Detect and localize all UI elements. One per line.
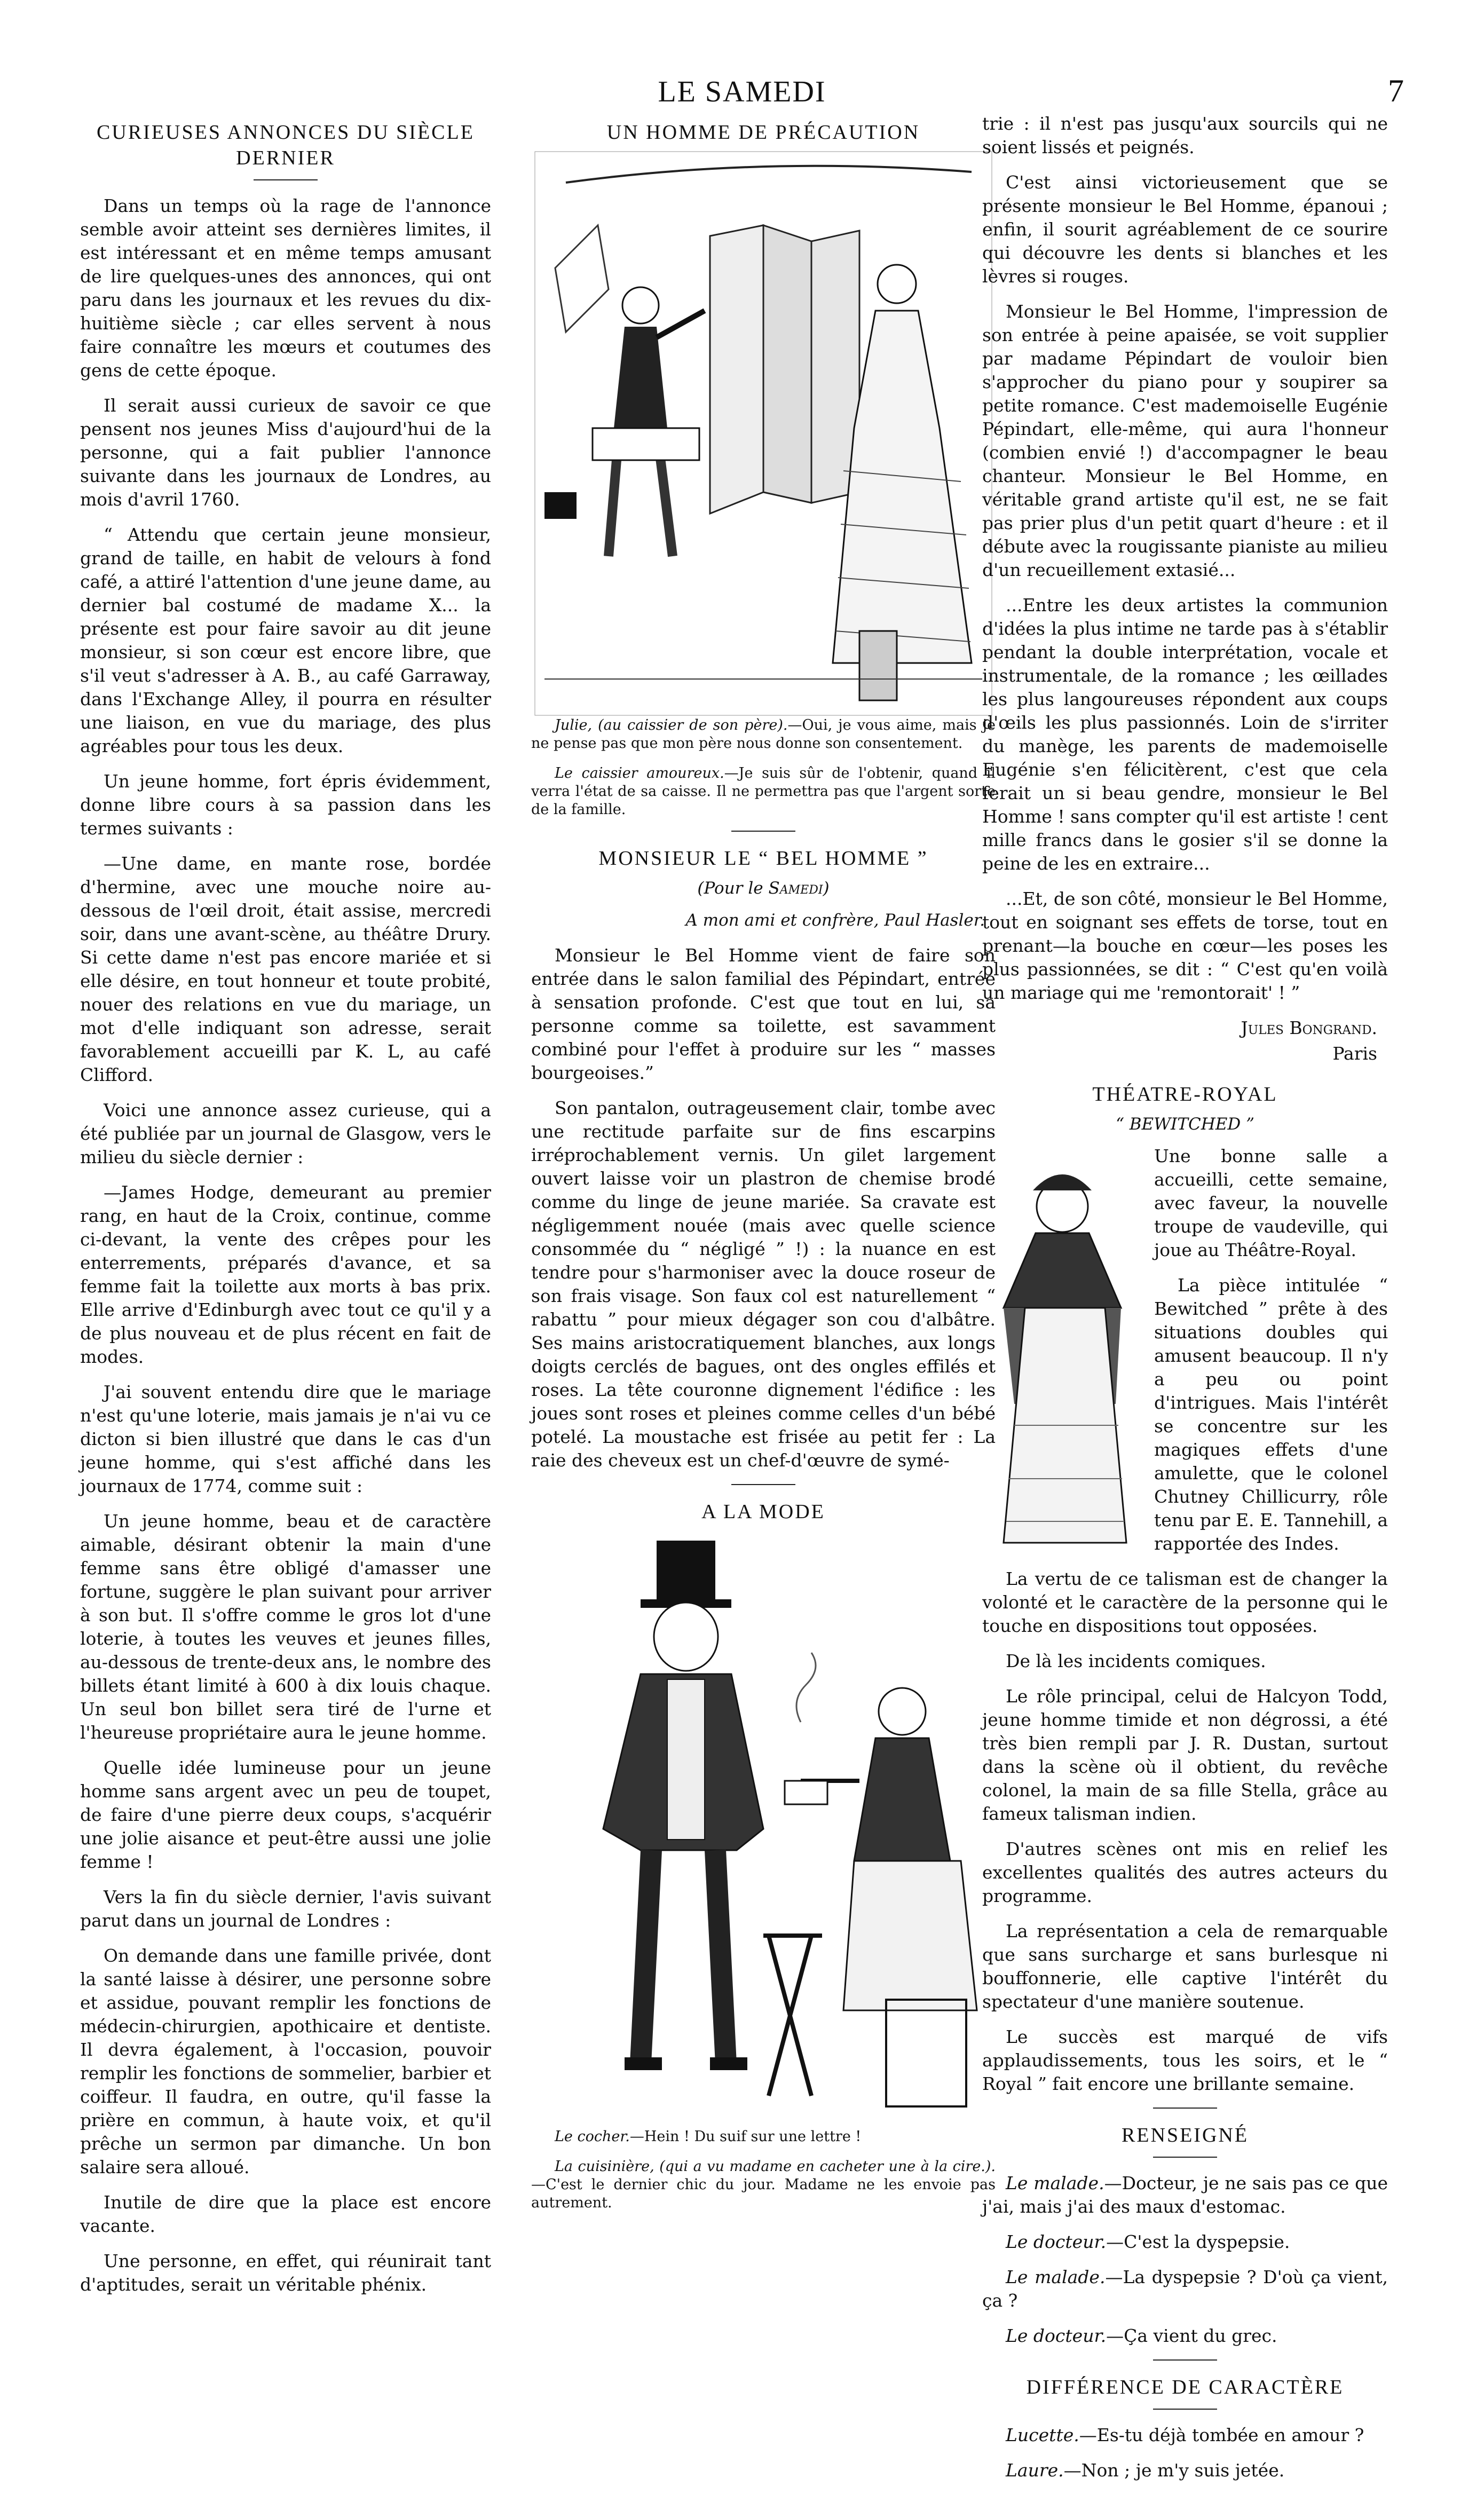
column-2 — [531, 112, 996, 2224]
section-rule — [731, 831, 795, 832]
article-dedication: A mon ami et confrère, Paul Hasler. — [685, 911, 985, 930]
article-heading-bel-homme: MONSIEUR LE “ BEL HOMME ” — [598, 847, 928, 870]
article-paragraph: “ Attendu que certain jeune monsieur, grand de taille, en habit de velours à fond café, a attiré l'attention d'une jeune dame, au dernier bal costumé de madame X... la présente est pour faire savoir au dit jeune monsieur, si son cœur est encore libre, que s'il veut s'adresser à A. B., au café Garraway, dans l'Exchange Alley, il pourra en résulter une liaison, en vue du mariage, des plus agréables pour tous les deux. — [80, 524, 491, 756]
dialog-line — [982, 2172, 1388, 2219]
subtitle-name: Samedi — [768, 879, 823, 898]
cartoon-heading-a-la-mode: A LA MODE — [701, 1501, 825, 1523]
heading-rule — [254, 179, 318, 180]
dialog-speaker: Le malade. — [1006, 2267, 1106, 2287]
cartoon-precaution-caption-reply — [531, 764, 996, 819]
dialog-speaker: Le docteur. — [1006, 2325, 1107, 2346]
dialog-text: —Es-tu déjà tombée en amour ? — [1079, 2425, 1364, 2445]
newspaper-title: LE SAMEDI — [658, 75, 826, 108]
article-paragraph: —James Hodge, demeurant au premier rang, en haut de la Croix, continue, comme ci-devant, la vente des crêpes pour les enterrements, préparés d'avance, et sa femme fait la toilette aux morts à bas prix. Elle arrive d'Edinburgh avec tout ce qu'il y a de plus nouveau et de plus récent en fait de modes. — [80, 1182, 491, 1367]
article-heading-theatre: THÉATRE-ROYAL — [1092, 1083, 1278, 1106]
cartoon-a-la-mode-caption-reply — [531, 2158, 996, 2212]
dialog-text: —La dyspepsie ? D'où ça vient, ça ? — [982, 2267, 1388, 2311]
actress-illustration — [982, 1148, 1142, 1553]
page-number: 7 — [1388, 73, 1404, 108]
caption-speaker: Julie, (au caissier de son père). — [555, 717, 788, 733]
caption-line: —C'est le dernier chic du jour. Madame ne les envoie pas autrement. — [531, 2176, 996, 2211]
article-paragraph: Une personne, en effet, qui réunirait tant d'aptitudes, serait un véritable phénix. — [80, 2251, 491, 2295]
article-subtitle — [531, 877, 996, 900]
caption-line: —Je suis sûr de l'obtenir, quand il verra l'état de sa caisse. Il ne permettra pas que l'argent sorte de la famille. — [531, 765, 996, 818]
article-heading-annonces: CURIEUSES ANNONCES DU SIÈCLE DERNIER — [97, 121, 475, 169]
column-1 — [80, 112, 491, 2308]
article-paragraph: —Une dame, en mante rose, bordée d'hermine, avec une mouche noire au-dessous de l'œil droit, était assise, mercredi soir, dans une avant-scène, au théâtre Drury. Si cette dame n'est pas encore mariée et si elle désire, en tout honneur et toute probité, nouer des relations en vue du mariage, un mot d'elle indiquant son adresse, serait favorablement accueilli par K. L, au café Clifford. — [80, 853, 491, 1085]
dialog-speaker: Le malade. — [1006, 2173, 1104, 2193]
article-paragraph: J'ai souvent entendu dire que le mariage n'est qu'une loterie, mais jamais je n'ai vu ce dicton si bien illustré que dans le cas d'un jeune homme, qui s'est affiché dans les journaux de 1774, comme suit : — [80, 1382, 491, 1496]
dialog-text: —Non ; je m'y suis jetée. — [1063, 2460, 1285, 2481]
cartoon-a-la-mode-caption — [531, 2128, 996, 2146]
cartoon-a-la-mode-illustration — [534, 1530, 993, 2128]
dialog-speaker: Le docteur. — [1006, 2231, 1107, 2252]
cartoon-precaution-caption — [531, 716, 996, 753]
heading-rule — [1153, 2409, 1217, 2410]
article-signature: Jules Bongrand. — [1241, 1017, 1377, 1038]
article-paragraph: Quelle idée lumineuse pour un jeune homme sans argent avec un peu de toupet, de faire d'une pierre deux coups, s'acquérir une jolie aisance et peut-être aussi une jolie femme ! — [80, 1757, 491, 1872]
caption-line: —Oui, je vous aime, mais je ne pense pas que mon père nous donne son consentement. — [531, 717, 996, 752]
cartoon-heading-precaution: UN HOMME DE PRÉCAUTION — [606, 121, 920, 144]
caption-speaker: Le cocher. — [555, 2128, 630, 2145]
caption-speaker: La cuisinière, (qui a vu madame en cacheter une à la cire.). — [555, 2158, 996, 2175]
caption-speaker: Le caissier amoureux. — [555, 765, 724, 782]
section-rule — [1153, 2359, 1217, 2361]
article-paragraph: Son pantalon, outrageusement clair, tombe avec une rectitude parfaite sur de fins escarpins irréprochablement vernis. Un gilet largement ouvert laisse voir un plastron de chemise brodé comme du linge de jeune mariée. Sa cravate est négligemment nouée (mais avec quelle science consommée du “ négligé ” !) : la nuance en est tendre pour s'harmoniser avec la douce roseur de son frais visage. Son faux col est naturellement “ rabattu ” pour mieux dégager son cou d'albâtre. Ses mains aristocratiquement blanches, aux longs doigts cerclés de bagues, ont des ongles effilés et roses. La tête couronne dignement l'édifice : les joues sont roses et pleines comme celles d'un bébé potelé. La moustache est frisée au petit fer : La raie des cheveux est un chef-d'œuvre de symé- — [531, 1098, 996, 1471]
dialog-line — [982, 2230, 1388, 2254]
subtitle-prefix: (Pour le — [697, 879, 769, 898]
article-paragraph: Monsieur le Bel Homme vient de faire son entrée dans le salon familial des Pépindart, entrée à sensation profonde. C'est que tout en lui, sa personne comme sa toilette, est savamment combiné pour l'effet à produire sur les “ masses bourgeoises.” — [531, 945, 996, 1083]
dialog-speaker: Laure. — [1006, 2460, 1064, 2481]
dialog-line — [982, 2424, 1388, 2447]
article-paragraph: Le rôle principal, celui de Halcyon Todd, jeune homme timide et non dégrossi, a été très bien rempli par J. R. Dustan, surtout dans la scène où il obtient, du revêche colonel, la main de sa fille Stella, grâce au fameux talisman indien. — [982, 1686, 1388, 1824]
dialog-line — [982, 2266, 1388, 2313]
column-3 — [982, 112, 1388, 2494]
dialog-line — [982, 2324, 1388, 2348]
cartoon-precaution-illustration — [534, 151, 993, 716]
article-paragraph: Monsieur le Bel Homme, l'impression de son entrée à peine apaisée, se voit supplier par madame Pépindart de vouloir bien s'approcher du piano pour y soupirer sa petite romance. C'est mademoiselle Eugénie Pépindart, elle-même, qui aura l'honneur (combien envié !) d'accompagner le beau chanteur. Monsieur le Bel Homme, en véritable grand artiste qu'il est, ne se fait pas prier plus d'un petit quart d'heure : et il débute avec la rougissante pianiste au milieu d'un recueillement extasié... — [982, 301, 1388, 580]
article-paragraph: Un jeune homme, beau et de caractère aimable, désirant obtenir la main d'une femme sans être obligé d'amasser une fortune, suggère le plan suivant pour arriver à son but. Il s'offre comme le gros lot d'une loterie, à toutes les veuves et jeunes filles, au-dessous de trente-deux ans, le nombre des billets étant limité à 600 à dix louis chaque. Un seul bon billet sera tiré de l'urne et l'heureuse propriétaire aura le jeune homme. — [80, 1511, 491, 1743]
article-paragraph: De là les incidents comiques. — [1006, 1651, 1266, 1671]
caption-line: —Hein ! Du suif sur une lettre ! — [629, 2128, 862, 2145]
article-paragraph: Dans un temps où la rage de l'annonce semble avoir atteint ses dernières limites, il est intéressant et en même temps amusant de lire quelques-unes des annonces, qui ont paru dans les journaux et les revues du dix-huitième siècle ; car elles servent à nous faire connaître les mœurs et coutumes des gens de cette époque. — [80, 195, 491, 381]
heading-rule — [1153, 2157, 1217, 2158]
article-paragraph: D'autres scènes ont mis en relief les excellentes qualités des autres acteurs du programme. — [982, 1838, 1388, 1906]
article-paragraph: ...Entre les deux artistes la communion d'idées la plus intime ne tarde pas à s'établir pendant la double interprétation, vocale et instrumentale, de la romance ; les œillades les plus langoureuses répondent aux coups d'œils les plus passionnés. Loin de s'irriter du manège, les parents de mademoiselle Eugénie s'en félicitèrent, c'est que cela ferait un si beau gendre, monsieur le Bel Homme ! sans compter qu'il est artiste ! cent mille francs dans le gosier s'il se donne la peine de les en extraire... — [982, 595, 1388, 874]
article-heading-difference: DIFFÉRENCE DE CARACTÈRE — [1026, 2376, 1344, 2398]
dialog-text: —Docteur, je ne sais pas ce que j'ai, mais j'ai des maux d'estomac. — [982, 2173, 1388, 2217]
article-paragraph: La vertu de ce talisman est de changer la volonté et le caractère de la personne qui le touche en dispositions tout opposées. — [982, 1568, 1388, 1636]
article-paragraph: Le succès est marqué de vifs applaudissements, tous les soirs, et le “ Royal ” fait encore une brillante semaine. — [982, 2026, 1388, 2094]
dialog-line — [982, 2459, 1388, 2482]
dialog-text: —C'est la dyspepsie. — [1106, 2231, 1290, 2252]
theatre-play-title: “ BEWITCHED ” — [1116, 1115, 1254, 1134]
article-paragraph: Il serait aussi curieux de savoir ce que pensent nos jeunes Miss d'aujourd'hui de la personne, qui a fait publier l'annonce suivante dans les journaux de Londres, au mois d'avril 1760. — [80, 395, 491, 510]
dialog-text: —Ça vient du grec. — [1106, 2325, 1277, 2346]
article-paragraph: ...Et, de son côté, monsieur le Bel Homme, tout en soignant ses effets de torse, tout en prenant—la bouche en cœur—les poses les plus passionnées, se dit : “ C'est qu'en voilà un mariage qui me 'remontorait' ! ” — [982, 888, 1388, 1003]
article-paragraph: Une bonne salle a accueilli, cette semaine, avec faveur, la nouvelle troupe de vaudeville, qui joue au Théâtre-Royal. — [1154, 1146, 1388, 1260]
article-paragraph: C'est ainsi victorieusement que se présente monsieur le Bel Homme, épanoui ; enfin, il sourit agréablement de ce sourire qui découvre les dents si blanches et les lèvres si rouges. — [982, 172, 1388, 287]
article-paragraph: Un jeune homme, fort épris évidemment, donne libre cours à sa passion dans les termes suivants : — [80, 771, 491, 839]
article-paragraph: La représentation a cela de remarquable que sans surcharge et sans burlesque ni bouffonnerie, elle captive l'intérêt du spectateur d'une manière soutenue. — [982, 1921, 1388, 2012]
section-rule — [1153, 2108, 1217, 2109]
running-head — [80, 69, 1404, 112]
subtitle-suffix: ) — [823, 879, 830, 898]
dialog-speaker: Lucette. — [1006, 2425, 1079, 2445]
article-heading-renseigne: RENSEIGNÉ — [1121, 2124, 1249, 2146]
article-paragraph: La pièce intitulée “ Bewitched ” prête à des situations doubles qui amusent beaucoup. Il n'y a peu ou point d'intrigues. Mais l'intérêt se concentre sur les magiques effets d'une amulette, que le colonel Chutney Chillicurry, rôle tenu par E. E. Tannehill, a rapportée des Indes. — [1154, 1275, 1388, 1554]
section-rule — [731, 1484, 795, 1485]
article-paragraph: Inutile de dire que la place est encore vacante. — [80, 2192, 491, 2236]
article-paragraph: trie : il n'est pas jusqu'aux sourcils qui ne soient lissés et peignés. — [982, 113, 1388, 157]
article-paragraph: Voici une annonce assez curieuse, qui a été publiée par un journal de Glasgow, vers le milieu du siècle dernier : — [80, 1100, 491, 1167]
article-paragraph: Vers la fin du siècle dernier, l'avis suivant parut dans un journal de Londres : — [80, 1887, 491, 1931]
article-paragraph: On demande dans une famille privée, dont la santé laisse à désirer, une personne sobre et assidue, pouvant remplir les fonctions de médecin-chirurgien, apothicaire et dentiste. Il devra également, à l'occasion, pouvoir remplir les fonctions de sommelier, barbier et coiffeur. Il faudra, en outre, qu'il fasse la prière en commun, à haute voix, et qu'il prêche un sermon par dimanche. Un bon salaire sera alloué. — [80, 1945, 491, 2177]
article-place: Paris — [1332, 1043, 1377, 1064]
